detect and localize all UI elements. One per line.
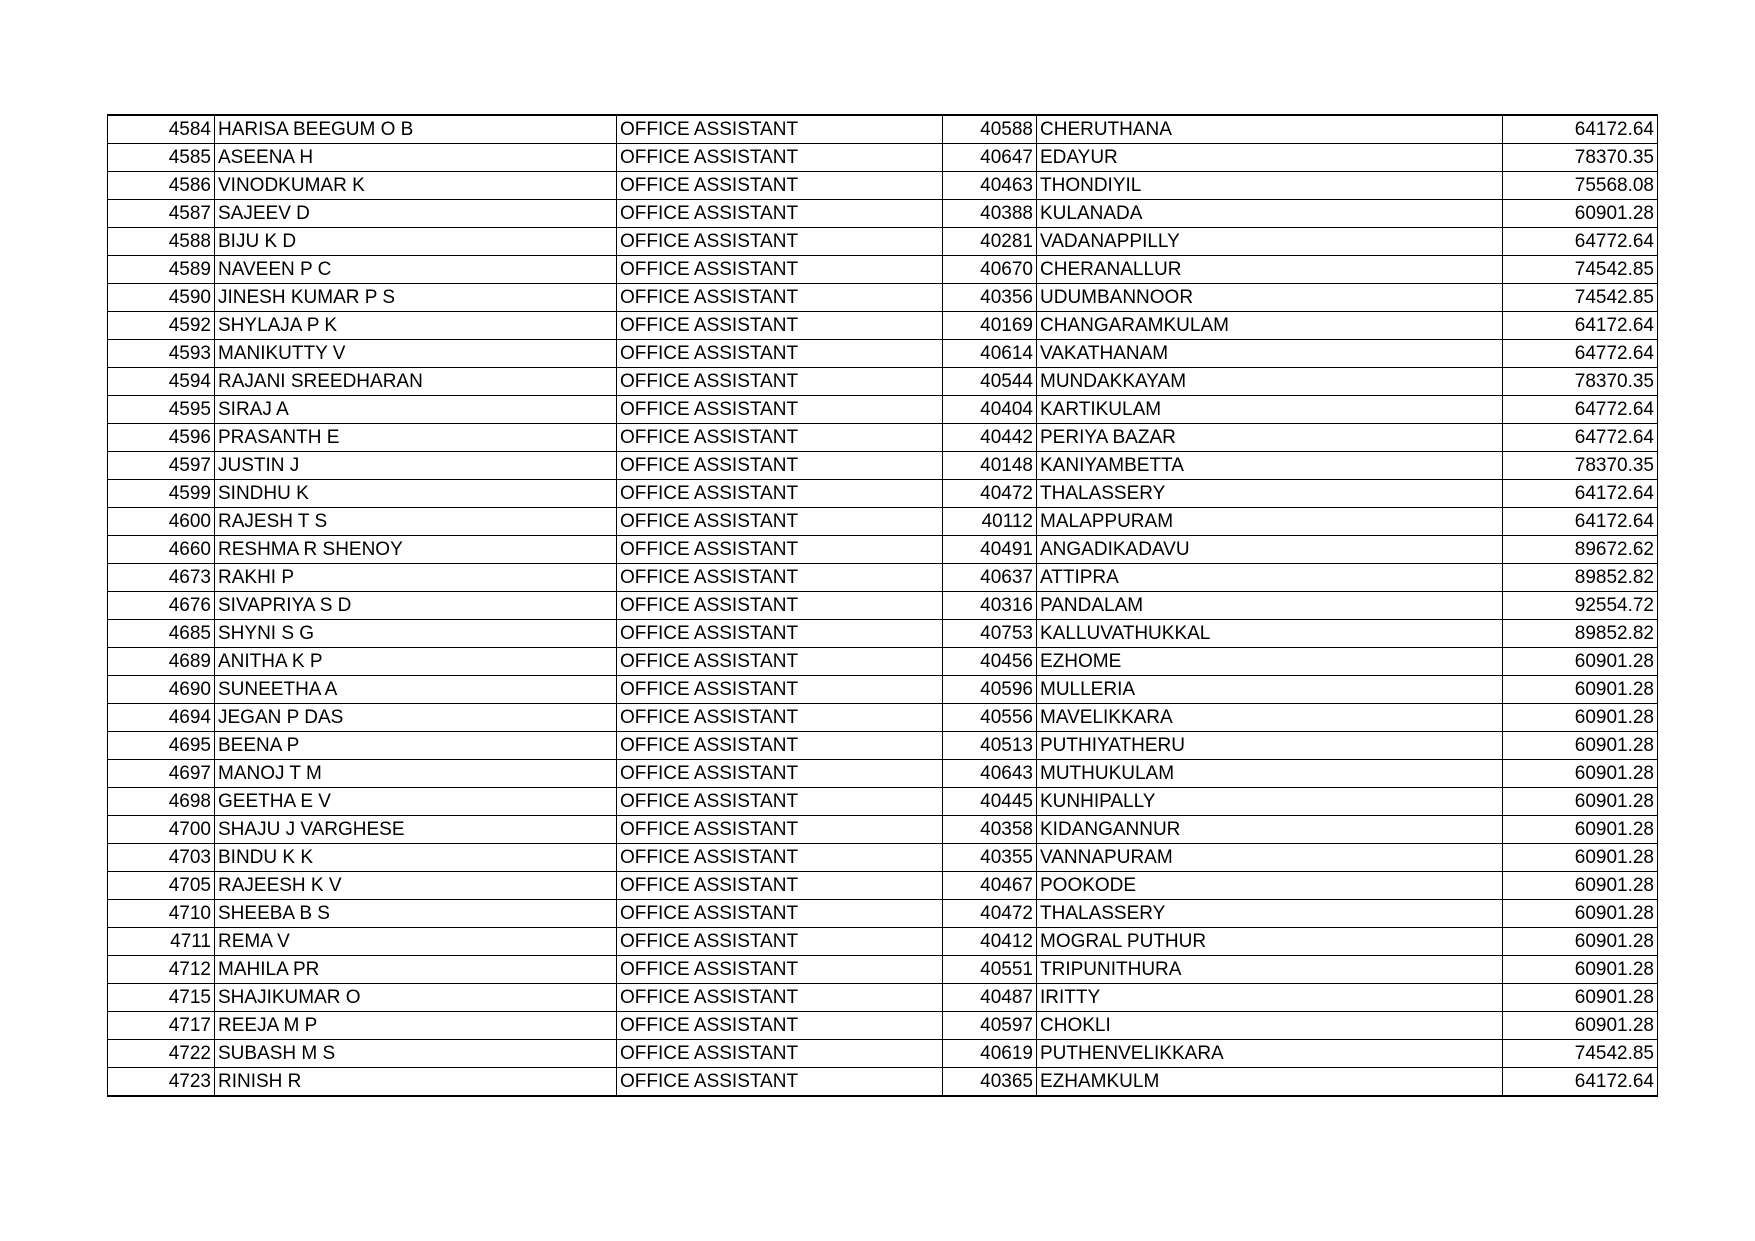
table-row: [108, 760, 1658, 788]
employee-id-cell: 4710: [108, 900, 215, 928]
office-name-cell: THONDIYIL: [1037, 172, 1503, 200]
office-code-cell: 40365: [943, 1068, 1037, 1097]
office-name-cell: TRIPUNITHURA: [1037, 956, 1503, 984]
office-code-cell: 40491: [943, 536, 1037, 564]
employee-id-cell: 4585: [108, 144, 215, 172]
table-row: [108, 284, 1658, 312]
amount-cell: 74542.85: [1503, 284, 1658, 312]
office-code-cell: 40472: [943, 900, 1037, 928]
office-code-cell: 40513: [943, 732, 1037, 760]
employee-id-cell: 4600: [108, 508, 215, 536]
employee-name-cell: SHEEBA B S: [215, 900, 617, 928]
employee-id-cell: 4584: [108, 115, 215, 144]
employee-id-cell: 4711: [108, 928, 215, 956]
designation-cell: OFFICE ASSISTANT: [617, 1012, 943, 1040]
employee-name-cell: JINESH KUMAR P S: [215, 284, 617, 312]
office-name-cell: PUTHENVELIKKARA: [1037, 1040, 1503, 1068]
designation-cell: OFFICE ASSISTANT: [617, 172, 943, 200]
employee-name-cell: BINDU K K: [215, 844, 617, 872]
amount-cell: 64172.64: [1503, 115, 1658, 144]
office-name-cell: KUNHIPALLY: [1037, 788, 1503, 816]
table-row: [108, 620, 1658, 648]
designation-cell: OFFICE ASSISTANT: [617, 1068, 943, 1097]
table-row: [108, 368, 1658, 396]
table-row: [108, 452, 1658, 480]
amount-cell: 92554.72: [1503, 592, 1658, 620]
table-row: [108, 592, 1658, 620]
employee-id-cell: 4703: [108, 844, 215, 872]
amount-cell: 60901.28: [1503, 732, 1658, 760]
amount-cell: 60901.28: [1503, 676, 1658, 704]
designation-cell: OFFICE ASSISTANT: [617, 844, 943, 872]
office-code-cell: 40281: [943, 228, 1037, 256]
designation-cell: OFFICE ASSISTANT: [617, 564, 943, 592]
office-code-cell: 40472: [943, 480, 1037, 508]
office-code-cell: 40463: [943, 172, 1037, 200]
employee-name-cell: SHYNI S G: [215, 620, 617, 648]
employee-id-cell: 4705: [108, 872, 215, 900]
office-name-cell: EZHAMKULM: [1037, 1068, 1503, 1097]
employee-name-cell: GEETHA E V: [215, 788, 617, 816]
employee-name-cell: MANOJ T M: [215, 760, 617, 788]
designation-cell: OFFICE ASSISTANT: [617, 284, 943, 312]
employee-id-cell: 4712: [108, 956, 215, 984]
amount-cell: 74542.85: [1503, 256, 1658, 284]
office-name-cell: PUTHIYATHERU: [1037, 732, 1503, 760]
table-row: [108, 704, 1658, 732]
employee-id-cell: 4673: [108, 564, 215, 592]
employee-name-cell: BIJU K D: [215, 228, 617, 256]
employee-id-cell: 4593: [108, 340, 215, 368]
office-code-cell: 40467: [943, 872, 1037, 900]
amount-cell: 60901.28: [1503, 760, 1658, 788]
amount-cell: 60901.28: [1503, 816, 1658, 844]
office-name-cell: KIDANGANNUR: [1037, 816, 1503, 844]
table-row: [108, 1012, 1658, 1040]
office-name-cell: KARTIKULAM: [1037, 396, 1503, 424]
office-code-cell: 40442: [943, 424, 1037, 452]
office-code-cell: 40647: [943, 144, 1037, 172]
designation-cell: OFFICE ASSISTANT: [617, 396, 943, 424]
office-code-cell: 40544: [943, 368, 1037, 396]
office-code-cell: 40643: [943, 760, 1037, 788]
employee-id-cell: 4722: [108, 1040, 215, 1068]
employee-name-cell: RINISH R: [215, 1068, 617, 1097]
office-name-cell: CHERANALLUR: [1037, 256, 1503, 284]
table-row: [108, 536, 1658, 564]
employee-id-cell: 4700: [108, 816, 215, 844]
designation-cell: OFFICE ASSISTANT: [617, 648, 943, 676]
office-name-cell: UDUMBANNOOR: [1037, 284, 1503, 312]
records-table-body: [108, 115, 1658, 1096]
amount-cell: 64772.64: [1503, 340, 1658, 368]
office-code-cell: 40614: [943, 340, 1037, 368]
amount-cell: 74542.85: [1503, 1040, 1658, 1068]
employee-name-cell: ASEENA H: [215, 144, 617, 172]
office-code-cell: 40148: [943, 452, 1037, 480]
employee-id-cell: 4689: [108, 648, 215, 676]
amount-cell: 64772.64: [1503, 396, 1658, 424]
table-row: [108, 508, 1658, 536]
amount-cell: 64172.64: [1503, 312, 1658, 340]
office-code-cell: 40596: [943, 676, 1037, 704]
designation-cell: OFFICE ASSISTANT: [617, 340, 943, 368]
office-name-cell: PANDALAM: [1037, 592, 1503, 620]
amount-cell: 89852.82: [1503, 564, 1658, 592]
amount-cell: 60901.28: [1503, 1012, 1658, 1040]
table-row: [108, 228, 1658, 256]
office-code-cell: 40670: [943, 256, 1037, 284]
office-name-cell: ATTIPRA: [1037, 564, 1503, 592]
table-row: [108, 312, 1658, 340]
office-code-cell: 40597: [943, 1012, 1037, 1040]
table-row: [108, 872, 1658, 900]
employee-name-cell: SINDHU K: [215, 480, 617, 508]
employee-id-cell: 4588: [108, 228, 215, 256]
amount-cell: 60901.28: [1503, 928, 1658, 956]
table-row: [108, 200, 1658, 228]
employee-name-cell: SIRAJ A: [215, 396, 617, 424]
amount-cell: 60901.28: [1503, 984, 1658, 1012]
designation-cell: OFFICE ASSISTANT: [617, 508, 943, 536]
designation-cell: OFFICE ASSISTANT: [617, 312, 943, 340]
amount-cell: 60901.28: [1503, 704, 1658, 732]
designation-cell: OFFICE ASSISTANT: [617, 676, 943, 704]
office-name-cell: MOGRAL PUTHUR: [1037, 928, 1503, 956]
office-code-cell: 40445: [943, 788, 1037, 816]
employee-name-cell: BEENA P: [215, 732, 617, 760]
office-code-cell: 40316: [943, 592, 1037, 620]
employee-id-cell: 4695: [108, 732, 215, 760]
employee-id-cell: 4594: [108, 368, 215, 396]
office-code-cell: 40487: [943, 984, 1037, 1012]
office-code-cell: 40412: [943, 928, 1037, 956]
employee-id-cell: 4589: [108, 256, 215, 284]
office-name-cell: MULLERIA: [1037, 676, 1503, 704]
amount-cell: 64172.64: [1503, 1068, 1658, 1097]
amount-cell: 64172.64: [1503, 480, 1658, 508]
employee-id-cell: 4590: [108, 284, 215, 312]
office-code-cell: 40753: [943, 620, 1037, 648]
designation-cell: OFFICE ASSISTANT: [617, 620, 943, 648]
table-row: [108, 900, 1658, 928]
designation-cell: OFFICE ASSISTANT: [617, 900, 943, 928]
designation-cell: OFFICE ASSISTANT: [617, 144, 943, 172]
employee-name-cell: SUBASH M S: [215, 1040, 617, 1068]
designation-cell: OFFICE ASSISTANT: [617, 115, 943, 144]
employee-name-cell: REEJA M P: [215, 1012, 617, 1040]
office-code-cell: 40551: [943, 956, 1037, 984]
designation-cell: OFFICE ASSISTANT: [617, 256, 943, 284]
office-code-cell: 40356: [943, 284, 1037, 312]
table-row: [108, 928, 1658, 956]
table-row: [108, 676, 1658, 704]
office-name-cell: MUTHUKULAM: [1037, 760, 1503, 788]
amount-cell: 75568.08: [1503, 172, 1658, 200]
employee-name-cell: SIVAPRIYA S D: [215, 592, 617, 620]
designation-cell: OFFICE ASSISTANT: [617, 200, 943, 228]
designation-cell: OFFICE ASSISTANT: [617, 536, 943, 564]
amount-cell: 78370.35: [1503, 144, 1658, 172]
designation-cell: OFFICE ASSISTANT: [617, 928, 943, 956]
office-name-cell: THALASSERY: [1037, 900, 1503, 928]
amount-cell: 60901.28: [1503, 872, 1658, 900]
employee-name-cell: RAJANI SREEDHARAN: [215, 368, 617, 396]
table-row: [108, 340, 1658, 368]
employee-id-cell: 4694: [108, 704, 215, 732]
employee-id-cell: 4676: [108, 592, 215, 620]
employee-id-cell: 4592: [108, 312, 215, 340]
employee-name-cell: MANIKUTTY V: [215, 340, 617, 368]
office-name-cell: EDAYUR: [1037, 144, 1503, 172]
office-name-cell: POOKODE: [1037, 872, 1503, 900]
table-row: [108, 480, 1658, 508]
office-code-cell: 40456: [943, 648, 1037, 676]
office-name-cell: KULANADA: [1037, 200, 1503, 228]
office-name-cell: THALASSERY: [1037, 480, 1503, 508]
designation-cell: OFFICE ASSISTANT: [617, 760, 943, 788]
table-row: [108, 256, 1658, 284]
office-code-cell: 40358: [943, 816, 1037, 844]
table-row: [108, 648, 1658, 676]
designation-cell: OFFICE ASSISTANT: [617, 956, 943, 984]
amount-cell: 60901.28: [1503, 844, 1658, 872]
table-row: [108, 956, 1658, 984]
office-code-cell: 40588: [943, 115, 1037, 144]
table-row: [108, 816, 1658, 844]
table-row: [108, 788, 1658, 816]
designation-cell: OFFICE ASSISTANT: [617, 788, 943, 816]
records-table: [107, 114, 1658, 1097]
office-name-cell: KALLUVATHUKKAL: [1037, 620, 1503, 648]
office-code-cell: 40556: [943, 704, 1037, 732]
amount-cell: 64772.64: [1503, 228, 1658, 256]
amount-cell: 60901.28: [1503, 788, 1658, 816]
employee-id-cell: 4586: [108, 172, 215, 200]
designation-cell: OFFICE ASSISTANT: [617, 1040, 943, 1068]
office-name-cell: CHOKLI: [1037, 1012, 1503, 1040]
designation-cell: OFFICE ASSISTANT: [617, 480, 943, 508]
office-name-cell: VADANAPPILLY: [1037, 228, 1503, 256]
office-code-cell: 40112: [943, 508, 1037, 536]
employee-name-cell: SHAJIKUMAR O: [215, 984, 617, 1012]
amount-cell: 89852.82: [1503, 620, 1658, 648]
office-name-cell: KANIYAMBETTA: [1037, 452, 1503, 480]
amount-cell: 78370.35: [1503, 368, 1658, 396]
table-row: [108, 172, 1658, 200]
employee-id-cell: 4697: [108, 760, 215, 788]
employee-name-cell: RAKHI P: [215, 564, 617, 592]
employee-id-cell: 4715: [108, 984, 215, 1012]
employee-name-cell: RAJESH T S: [215, 508, 617, 536]
office-code-cell: 40388: [943, 200, 1037, 228]
office-code-cell: 40355: [943, 844, 1037, 872]
employee-name-cell: RESHMA R SHENOY: [215, 536, 617, 564]
designation-cell: OFFICE ASSISTANT: [617, 984, 943, 1012]
employee-name-cell: RAJEESH K V: [215, 872, 617, 900]
office-name-cell: IRITTY: [1037, 984, 1503, 1012]
employee-name-cell: JEGAN P DAS: [215, 704, 617, 732]
designation-cell: OFFICE ASSISTANT: [617, 228, 943, 256]
table-row: [108, 144, 1658, 172]
employee-id-cell: 4597: [108, 452, 215, 480]
employee-id-cell: 4596: [108, 424, 215, 452]
amount-cell: 60901.28: [1503, 956, 1658, 984]
table-row: [108, 115, 1658, 144]
table-row: [108, 1040, 1658, 1068]
employee-name-cell: SHYLAJA P K: [215, 312, 617, 340]
office-name-cell: ANGADIKADAVU: [1037, 536, 1503, 564]
employee-id-cell: 4587: [108, 200, 215, 228]
office-name-cell: EZHOME: [1037, 648, 1503, 676]
designation-cell: OFFICE ASSISTANT: [617, 732, 943, 760]
office-code-cell: 40404: [943, 396, 1037, 424]
office-name-cell: MALAPPURAM: [1037, 508, 1503, 536]
designation-cell: OFFICE ASSISTANT: [617, 424, 943, 452]
employee-id-cell: 4599: [108, 480, 215, 508]
table-row: [108, 732, 1658, 760]
office-name-cell: VANNAPURAM: [1037, 844, 1503, 872]
office-code-cell: 40637: [943, 564, 1037, 592]
employee-id-cell: 4690: [108, 676, 215, 704]
designation-cell: OFFICE ASSISTANT: [617, 592, 943, 620]
designation-cell: OFFICE ASSISTANT: [617, 368, 943, 396]
amount-cell: 60901.28: [1503, 648, 1658, 676]
amount-cell: 78370.35: [1503, 452, 1658, 480]
employee-id-cell: 4698: [108, 788, 215, 816]
amount-cell: 64772.64: [1503, 424, 1658, 452]
table-row: [108, 424, 1658, 452]
employee-name-cell: JUSTIN J: [215, 452, 617, 480]
employee-id-cell: 4595: [108, 396, 215, 424]
office-name-cell: CHANGARAMKULAM: [1037, 312, 1503, 340]
employee-name-cell: MAHILA PR: [215, 956, 617, 984]
employee-name-cell: SHAJU J VARGHESE: [215, 816, 617, 844]
employee-name-cell: VINODKUMAR K: [215, 172, 617, 200]
office-name-cell: CHERUTHANA: [1037, 115, 1503, 144]
table-row: [108, 984, 1658, 1012]
employee-name-cell: SAJEEV D: [215, 200, 617, 228]
office-name-cell: MUNDAKKAYAM: [1037, 368, 1503, 396]
designation-cell: OFFICE ASSISTANT: [617, 452, 943, 480]
amount-cell: 60901.28: [1503, 900, 1658, 928]
office-name-cell: PERIYA BAZAR: [1037, 424, 1503, 452]
amount-cell: 64172.64: [1503, 508, 1658, 536]
employee-name-cell: ANITHA K P: [215, 648, 617, 676]
office-code-cell: 40169: [943, 312, 1037, 340]
employee-id-cell: 4660: [108, 536, 215, 564]
table-row: [108, 1068, 1658, 1097]
employee-id-cell: 4717: [108, 1012, 215, 1040]
employee-name-cell: PRASANTH E: [215, 424, 617, 452]
designation-cell: OFFICE ASSISTANT: [617, 872, 943, 900]
employee-name-cell: HARISA BEEGUM O B: [215, 115, 617, 144]
table-row: [108, 564, 1658, 592]
office-name-cell: MAVELIKKARA: [1037, 704, 1503, 732]
office-code-cell: 40619: [943, 1040, 1037, 1068]
amount-cell: 60901.28: [1503, 200, 1658, 228]
designation-cell: OFFICE ASSISTANT: [617, 704, 943, 732]
employee-name-cell: REMA V: [215, 928, 617, 956]
table-row: [108, 396, 1658, 424]
designation-cell: OFFICE ASSISTANT: [617, 816, 943, 844]
employee-id-cell: 4685: [108, 620, 215, 648]
amount-cell: 89672.62: [1503, 536, 1658, 564]
employee-name-cell: SUNEETHA A: [215, 676, 617, 704]
employee-id-cell: 4723: [108, 1068, 215, 1097]
employee-name-cell: NAVEEN P C: [215, 256, 617, 284]
table-row: [108, 844, 1658, 872]
office-name-cell: VAKATHANAM: [1037, 340, 1503, 368]
